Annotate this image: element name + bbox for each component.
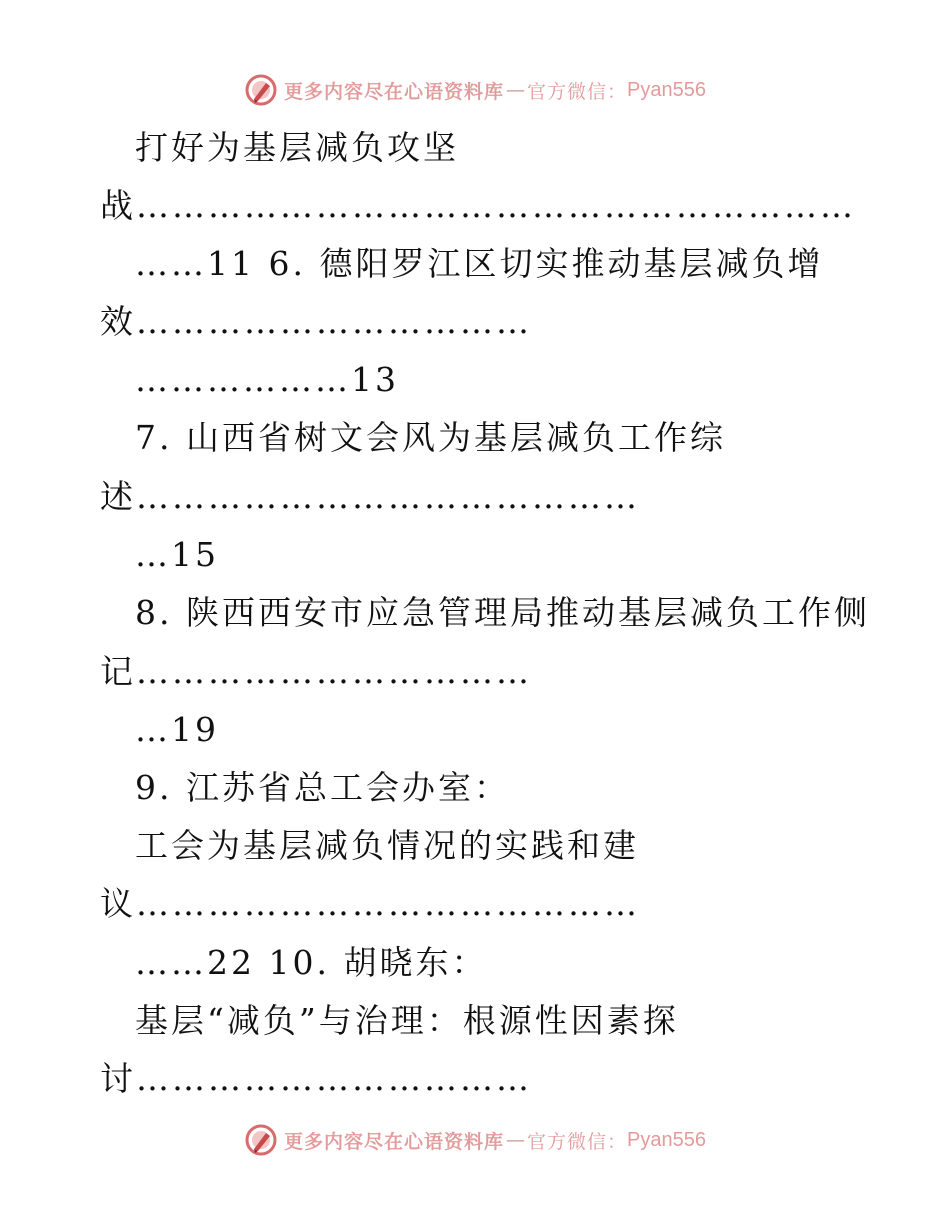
toc-line: 打好为基层减负攻坚 bbox=[135, 128, 459, 167]
toc-line: 7. 山西省树文会风为基层减负工作综 bbox=[135, 418, 726, 457]
toc-line: 效…………………………… bbox=[100, 302, 532, 341]
toc-line: 述…………………………………… bbox=[100, 477, 640, 516]
banner-wechat-label: 官方微信： bbox=[527, 1130, 628, 1153]
toc-line: 工会为基层减负情况的实践和建 bbox=[135, 826, 639, 865]
toc-line: ……11 6. 德阳罗江区切实推动基层减负增 bbox=[135, 244, 824, 283]
pen-nib-logo-icon bbox=[244, 73, 278, 107]
toc-line: ………………13 bbox=[135, 360, 399, 399]
toc-line: 议…………………………………… bbox=[100, 884, 640, 923]
banner-wechat-label: 官方微信： bbox=[527, 80, 628, 103]
toc-line: 8. 陕西西安市应急管理局推动基层减负工作侧 bbox=[135, 593, 870, 632]
toc-line: …19 bbox=[135, 710, 219, 749]
banner-site-text: 更多内容尽在心语资料库 bbox=[284, 80, 505, 103]
header-watermark-banner bbox=[0, 70, 950, 110]
toc-line: 讨…………………………… bbox=[100, 1059, 532, 1098]
toc-line: 记…………………………… bbox=[100, 652, 532, 691]
toc-line: 9. 江苏省总工会办室： bbox=[135, 768, 510, 807]
toc-line: …15 bbox=[135, 535, 219, 574]
toc-line: 基层“减负”与治理：根源性因素探 bbox=[135, 1001, 679, 1040]
banner-wechat-id: Pyan556 bbox=[627, 1128, 706, 1151]
banner-separator: — bbox=[506, 79, 526, 101]
banner-separator: — bbox=[506, 1129, 526, 1151]
pen-nib-logo-icon bbox=[244, 1123, 278, 1157]
toc-line: ……22 10. 胡晓东： bbox=[135, 943, 488, 982]
footer-watermark-banner bbox=[0, 1120, 950, 1160]
banner-wechat-id: Pyan556 bbox=[627, 78, 706, 101]
toc-line: 战…………………………………………………… bbox=[100, 186, 856, 225]
banner-site-text: 更多内容尽在心语资料库 bbox=[284, 1130, 505, 1153]
